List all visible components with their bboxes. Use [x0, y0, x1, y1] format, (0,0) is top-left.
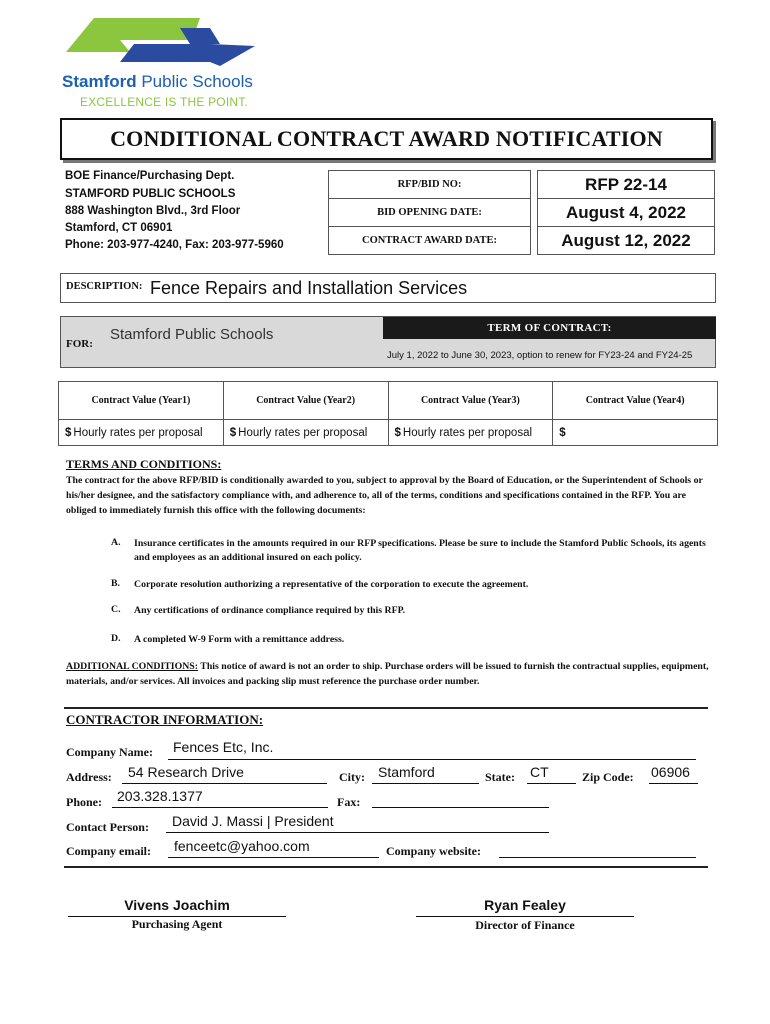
address-line-3: 888 Washington Blvd., 3rd Floor: [65, 205, 241, 217]
signature-name-finance: Ryan Fealey: [484, 897, 566, 913]
company-name-field[interactable]: Fences Etc, Inc.: [173, 739, 274, 755]
signature-name-purchasing: Vivens Joachim: [124, 897, 230, 913]
column-header: Contract Value (Year1): [59, 382, 224, 420]
description-field[interactable]: Fence Repairs and Installation Services: [150, 278, 468, 298]
contract-value-year3-field[interactable]: $ Hourly rates per proposal: [388, 420, 553, 446]
item-text: A completed W-9 Form with a remittance address.: [134, 634, 345, 645]
state-field[interactable]: CT: [530, 764, 549, 780]
address-line-4: Stamford, CT 06901: [65, 222, 173, 234]
state-label: State:: [485, 770, 515, 784]
award-date-field[interactable]: August 12, 2022: [538, 227, 715, 255]
phone-field[interactable]: 203.328.1377: [117, 788, 203, 804]
contract-value-year1-field[interactable]: $ Hourly rates per proposal: [59, 420, 224, 446]
company-name-label: Company Name:: [66, 745, 153, 759]
city-field[interactable]: Stamford: [378, 764, 435, 780]
rfp-row: [329, 227, 715, 255]
award-date-label: CONTRACT AWARD DATE:: [329, 227, 531, 255]
address-line-1: BOE Finance/Purchasing Dept.: [65, 170, 235, 182]
email-field[interactable]: fenceetc@yahoo.com: [174, 838, 310, 854]
item-text: Any certifications of ordinance compliance required by this RFP.: [134, 605, 406, 616]
contract-value-year4-field[interactable]: $: [553, 420, 718, 446]
title-box: [60, 118, 713, 160]
fax-label: Fax:: [337, 795, 361, 809]
logo-tagline: EXCELLENCE IS THE POINT.: [80, 95, 248, 109]
phone-label: Phone:: [66, 795, 102, 809]
rfp-number-field[interactable]: RFP 22-14: [538, 171, 715, 199]
table-header-row: [59, 382, 718, 420]
contact-field[interactable]: David J. Massi | President: [172, 813, 334, 829]
rfp-row: [329, 199, 715, 227]
column-header: Contract Value (Year3): [388, 382, 553, 420]
item-letter: D.: [111, 633, 121, 644]
contract-value-table: [58, 381, 718, 446]
terms-title: TERMS AND CONDITIONS:: [66, 457, 222, 471]
city-label: City:: [339, 770, 365, 784]
signature-title-purchasing: Purchasing Agent: [131, 917, 223, 931]
address-line-2: STAMFORD PUBLIC SCHOOLS: [65, 188, 236, 200]
rfp-row: [329, 171, 715, 199]
column-header: Contract Value (Year2): [223, 382, 388, 420]
bid-opening-label: BID OPENING DATE:: [329, 199, 531, 227]
contractor-title: CONTRACTOR INFORMATION:: [66, 712, 264, 727]
for-label: FOR:: [66, 338, 93, 350]
description-label: DESCRIPTION:: [66, 281, 143, 292]
term-of-contract-header: TERM OF CONTRACT:: [383, 317, 716, 339]
contract-value-year2-field[interactable]: $ Hourly rates per proposal: [223, 420, 388, 446]
address-line-5: Phone: 203-977-4240, Fax: 203-977-5960: [65, 239, 284, 251]
logo-name: Stamford Public Schools: [62, 72, 253, 91]
table-row: [59, 420, 718, 446]
address-field[interactable]: 54 Research Drive: [128, 764, 244, 780]
website-label: Company website:: [386, 844, 481, 858]
column-header: Contract Value (Year4): [553, 382, 718, 420]
item-letter: C.: [111, 604, 121, 615]
divider: [64, 707, 708, 709]
zip-field[interactable]: 06906: [651, 764, 690, 780]
rfp-label: RFP/BID NO:: [329, 171, 531, 199]
item-letter: B.: [111, 578, 120, 589]
additional-conditions: ADDITIONAL CONDITIONS: This notice of award is not an order to ship. Purchase orders will be issued to furnish the contractual supplies, equipment, materials, and/or services. All invoices and packing slip must reference the purchase order number.: [66, 661, 709, 687]
signature-title-finance: Director of Finance: [475, 918, 575, 932]
bid-opening-date-field[interactable]: August 4, 2022: [538, 199, 715, 227]
terms-intro: The contract for the above RFP/BID is conditionally awarded to you, subject to approval by the Board of Education, or the Superintendent of Schools or his/her designee, and the satisfactory compliance with, and adherence to, all of the terms, conditions and specifications contained in the RFP. You are obliged to immediately furnish this office with the following documents:: [66, 475, 703, 516]
zip-label: Zip Code:: [582, 770, 634, 784]
for-field[interactable]: Stamford Public Schools: [110, 326, 274, 343]
rfp-info-table: [328, 170, 715, 255]
address-label: Address:: [66, 770, 112, 784]
page-title: CONDITIONAL CONTRACT AWARD NOTIFICATION: [110, 126, 663, 151]
email-label: Company email:: [66, 844, 151, 858]
divider: [64, 866, 708, 868]
item-letter: A.: [111, 537, 121, 548]
term-of-contract-text: July 1, 2022 to June 30, 2023, option to renew for FY23-24 and FY24-25: [387, 350, 693, 361]
contact-label: Contact Person:: [66, 820, 149, 834]
item-text: Insurance certificates in the amounts required in our RFP specifications. Please be sure to include the Stamford Public Schools, its agents and employees as an additional insured on each policy.: [134, 538, 706, 563]
item-text: Corporate resolution authorizing a representative of the corporation to execute the agreement.: [134, 579, 529, 590]
